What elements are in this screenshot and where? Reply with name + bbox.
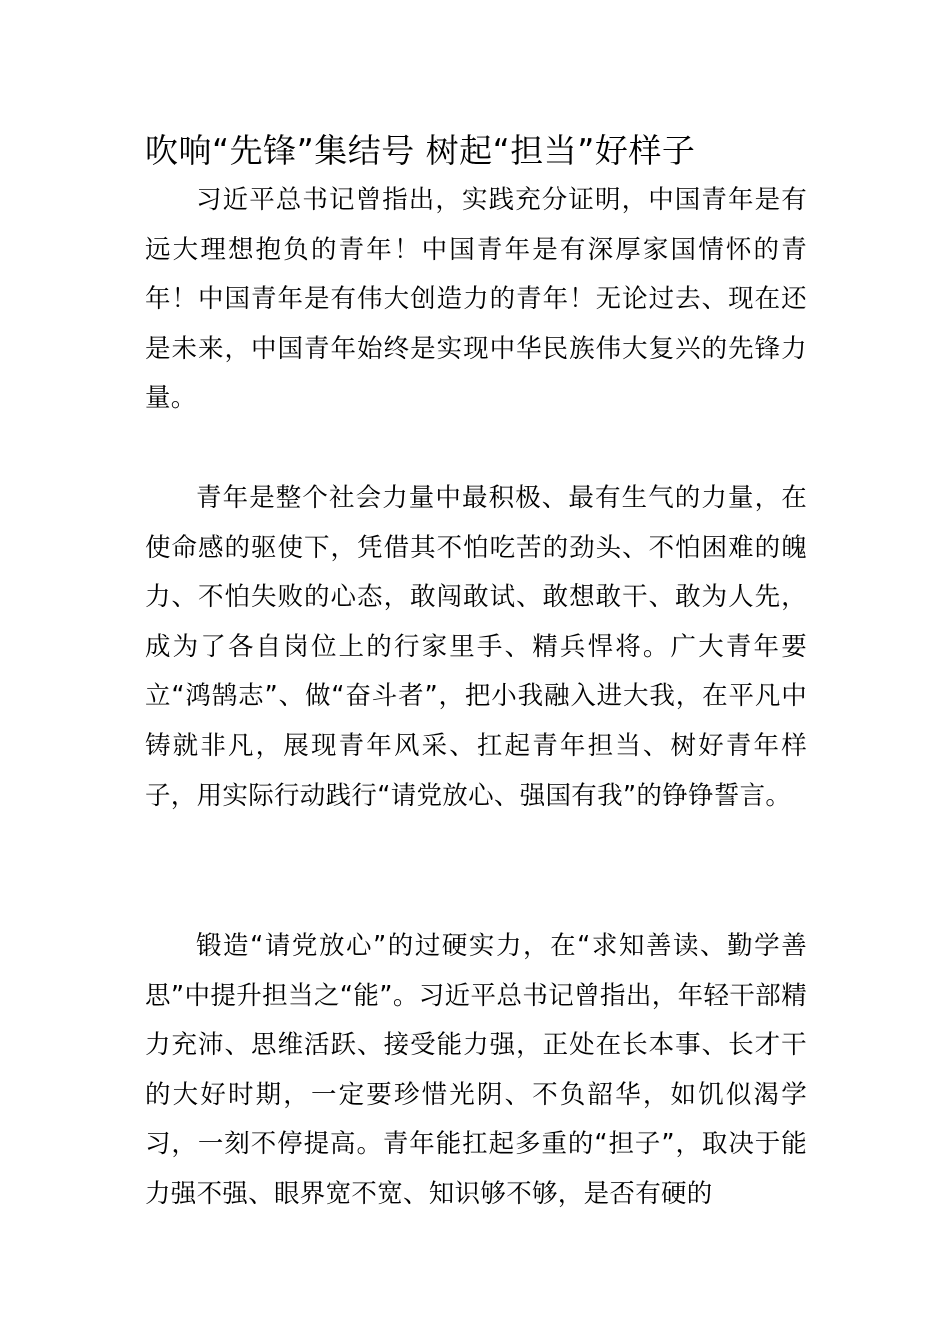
paragraph-3: 锻造“请党放心”的过硬实力，在“求知善读、勤学善思”中提升担当之“能”。习近平总书记曾指出，年轻干部精力充沛、思维活跃、接受能力强，正处在长本事、长才干的大好时期，一定要珍惜光阴、不负韶华，如饥似渴学习，一刻不停提高。青年能扛起多重的“担子”，取决于能力强不强、眼界宽不宽、知识够不够，是否有硬的 — [145, 931, 807, 1209]
paragraph-2: 青年是整个社会力量中最积极、最有生气的力量，在使命感的驱使下，凭借其不怕吃苦的劲头、不怕困难的魄力、不怕失败的心态，敢闯敢试、敢想敢干、敢为人先，成为了各自岗位上的行家里手、精兵悍将。广大青年要立“鸿鹄志”、做“奋斗者”，把小我融入进大我，在平凡中铸就非凡，展现青年风采、扛起青年担当、树好青年样子，用实际行动践行“请党放心、强国有我”的铮铮誓言。 — [145, 483, 807, 811]
document-title: 吹响“先锋”集结号 树起“担当”好样子 — [145, 131, 696, 170]
paragraph-1: 习近平总书记曾指出，实践充分证明，中国青年是有远大理想抱负的青年！中国青年是有深厚家国情怀的青年！中国青年是有伟大创造力的青年！无论过去、现在还是未来，中国青年始终是实现中华民族伟大复兴的先锋力量。 — [145, 185, 807, 414]
